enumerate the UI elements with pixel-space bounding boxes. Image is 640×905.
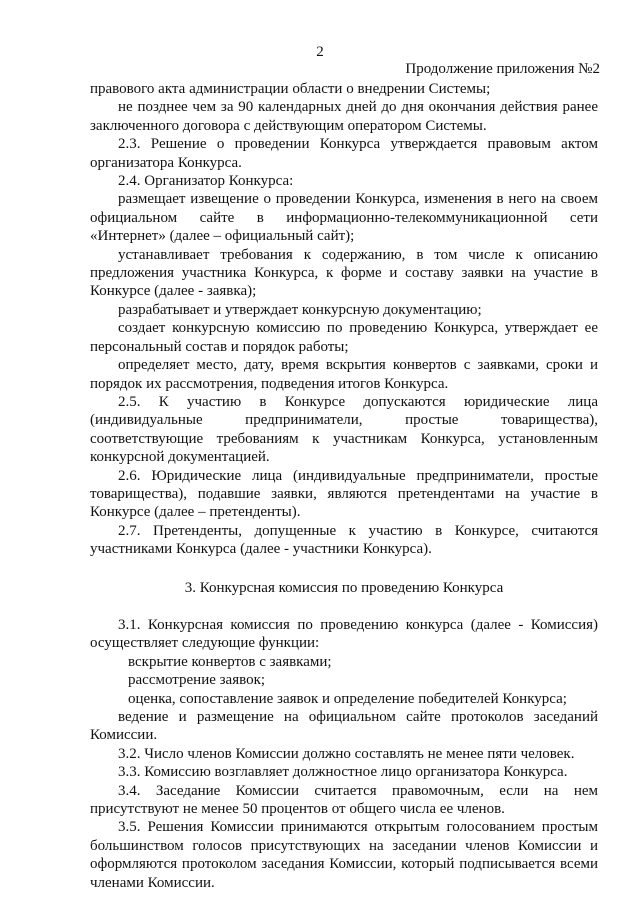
document-body: [90, 80, 598, 892]
list-item: вскрытие конвертов с заявками;: [128, 653, 332, 670]
paragraph: 3.1. Конкурсная комиссия по проведению конкурса (далее - Комиссия) осуществляет следующие функции:: [90, 616, 598, 652]
paragraph: определяет место, дату, время вскрытия конвертов с заявками, сроки и порядок их рассмотрения, подведения итогов Конкурса.: [90, 357, 598, 392]
paragraph: 3.4. Заседание Комиссии считается правомочным, если на нем присутствуют не менее 50 процентов от общего числа ее членов.: [90, 782, 598, 818]
header-note: Продолжение приложения №2: [405, 61, 600, 77]
paragraph: не позднее чем за 90 календарных дней до дня окончания действия ранее заключенного договора с действующим оператором Системы.: [90, 99, 598, 134]
list-item: рассмотрение заявок;: [128, 672, 266, 689]
paragraph: 3.5. Решения Комиссии принимаются открытым голосованием простым большинством голосов присутствующих на заседании членов Комиссии и оформляются протоколом заседания Комиссии, который подписывается всеми членами Комиссии.: [90, 819, 598, 891]
paragraph: правового акта администрации области о внедрении Системы;: [90, 81, 491, 97]
paragraph: 3.2. Число членов Комиссии должно составлять не менее пяти человек.: [118, 745, 575, 762]
list-item: ведение и размещение на официальном сайте протоколов заседаний Комиссии.: [90, 709, 598, 744]
paragraph: 3.3. Комиссию возглавляет должностное лицо организатора Конкурса.: [118, 764, 568, 781]
paragraph: 2.7. Претенденты, допущенные к участию в Конкурсе, считаются участниками Конкурса (далее - участники Конкурса).: [90, 522, 598, 558]
paragraph: 2.3. Решение о проведении Конкурса утверждается правовым актом организатора Конкурса.: [90, 136, 598, 171]
paragraph: создает конкурсную комиссию по проведению Конкурса, утверждает ее персональный состав и порядок работы;: [90, 320, 598, 355]
paragraph: 2.6. Юридические лица (индивидуальные предприниматели, простые товарищества), подавшие заявки, являются претендентами на участие в Конкурсе (далее – претенденты).: [90, 467, 598, 521]
paragraph: разрабатывает и утверждает конкурсную документацию;: [118, 301, 482, 318]
paragraph: устанавливает требования к содержанию, в том числе к описанию предложения участника Конкурса, к форме и составу заявки на участие в Конкурсе (далее - заявка);: [90, 246, 598, 300]
paragraph: 2.5. К участию в Конкурсе допускаются юридические лица (индивидуальные предприниматели, простые товарищества), соответствующие требованиям к участникам Конкурса, установленным конкурсной документацией.: [90, 393, 598, 466]
list-item: оценка, сопоставление заявок и определение победителей Конкурса;: [128, 690, 567, 707]
paragraph: 2.4. Организатор Конкурса:: [118, 173, 294, 190]
section-title: 3. Конкурсная комиссия по проведению Конкурса: [184, 579, 504, 596]
page-number: 2: [316, 44, 324, 60]
paragraph: размещает извещение о проведении Конкурса, изменения в него на своем официальном сайте в информационно-телекоммуникационной сети «Интернет» (далее – официальный сайт);: [90, 191, 598, 245]
